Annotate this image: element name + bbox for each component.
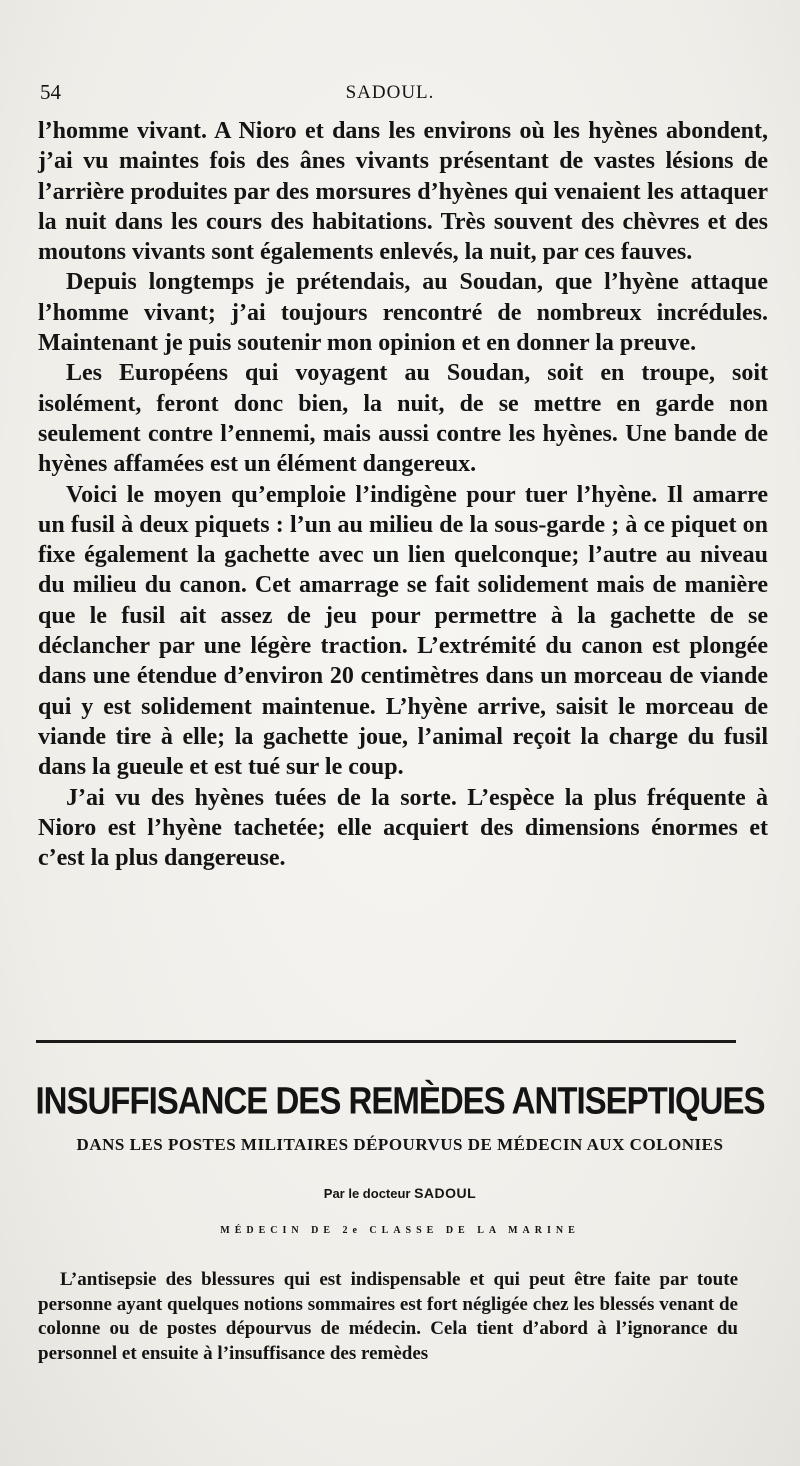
article-title: INSUFFISANCE DES REMÈDES ANTISEPTIQUES: [35, 1079, 765, 1122]
author-rank: MÉDECIN DE 2e CLASSE DE LA MARINE: [220, 1225, 580, 1236]
article-subtitle: DANS LES POSTES MILITAIRES DÉPOURVUS DE MÉDECIN AUX COLONIES: [76, 1135, 724, 1154]
page-number: 54: [40, 80, 61, 104]
body-text: [38, 116, 768, 873]
body-paragraph: Depuis longtemps je prétendais, au Soudan, que l’hyène attaque l’homme vivant; j’ai toujours rencontré de nombreux incrédules. Maintenant je puis soutenir mon opinion et en donner la preuve.: [38, 269, 768, 357]
body-paragraph: Voici le moyen qu’emploie l’indigène pour tuer l’hyène. Il amarre un fusil à deux piquets : l’un au milieu de la sous-garde ; à ce piquet on fixe également la gachette avec un lien quelconque; l’autre au niveau du milieu du canon. Cet amarrage se fait solidement mais de manière que le fusil ait assez de jeu pour permettre à la gachette de se déclancher par une légère traction. L’extrémité du canon est plongée dans une étendue d’environ 20 centimètres dans un morceau de viande qui y est solidement maintenue. L’hyène arrive, saisit le morceau de viande tire à elle; la gachette joue, l’animal reçoit la charge du fusil dans la gueule et est tué sur le coup.: [38, 481, 768, 781]
abstract-paragraph: L’antisepsie des blessures qui est indispensable et qui peut être faite par toute personne ayant quelques notions sommaires est fort négligée chez les blessés venant de colonne ou de postes dépourvus de médecin. Cela tient d’abord à l’ignorance du personnel et ensuite à l’insuffisance des remèdes: [38, 1269, 738, 1364]
body-paragraph: Les Européens qui voyagent au Soudan, soit en troupe, soit isolément, feront donc bien, la nuit, de se mettre en garde non seulement contre l’ennemi, mais aussi contre les hyènes. Une bande de hyènes affamées est un élément dangereux.: [38, 360, 768, 478]
author-line: [0, 1185, 800, 1201]
author-prefix: Par le docteur: [323, 1186, 415, 1201]
section-divider: [36, 1040, 736, 1043]
body-paragraph: J’ai vu des hyènes tuées de la sorte. L’espèce la plus fréquente à Nioro est l’hyène tachetée; elle acquiert des dimensions énormes et c’est la plus dangereuse.: [38, 784, 768, 872]
body-paragraph: l’homme vivant. A Nioro et dans les environs où les hyènes abondent, j’ai vu maintes fois des ânes vivants présentant de vastes lésions de l’arrière produites par des morsures d’hyènes qui venaient les attaquer la nuit dans les cours des habitations. Très souvent des chèvres et des moutons vivants sont égalements enlevés, la nuit, par ces fauves.: [38, 118, 768, 266]
running-title: SADOUL.: [345, 82, 435, 103]
author-name: SADOUL: [414, 1185, 477, 1201]
running-head: [40, 80, 740, 110]
article-abstract: [38, 1268, 738, 1366]
